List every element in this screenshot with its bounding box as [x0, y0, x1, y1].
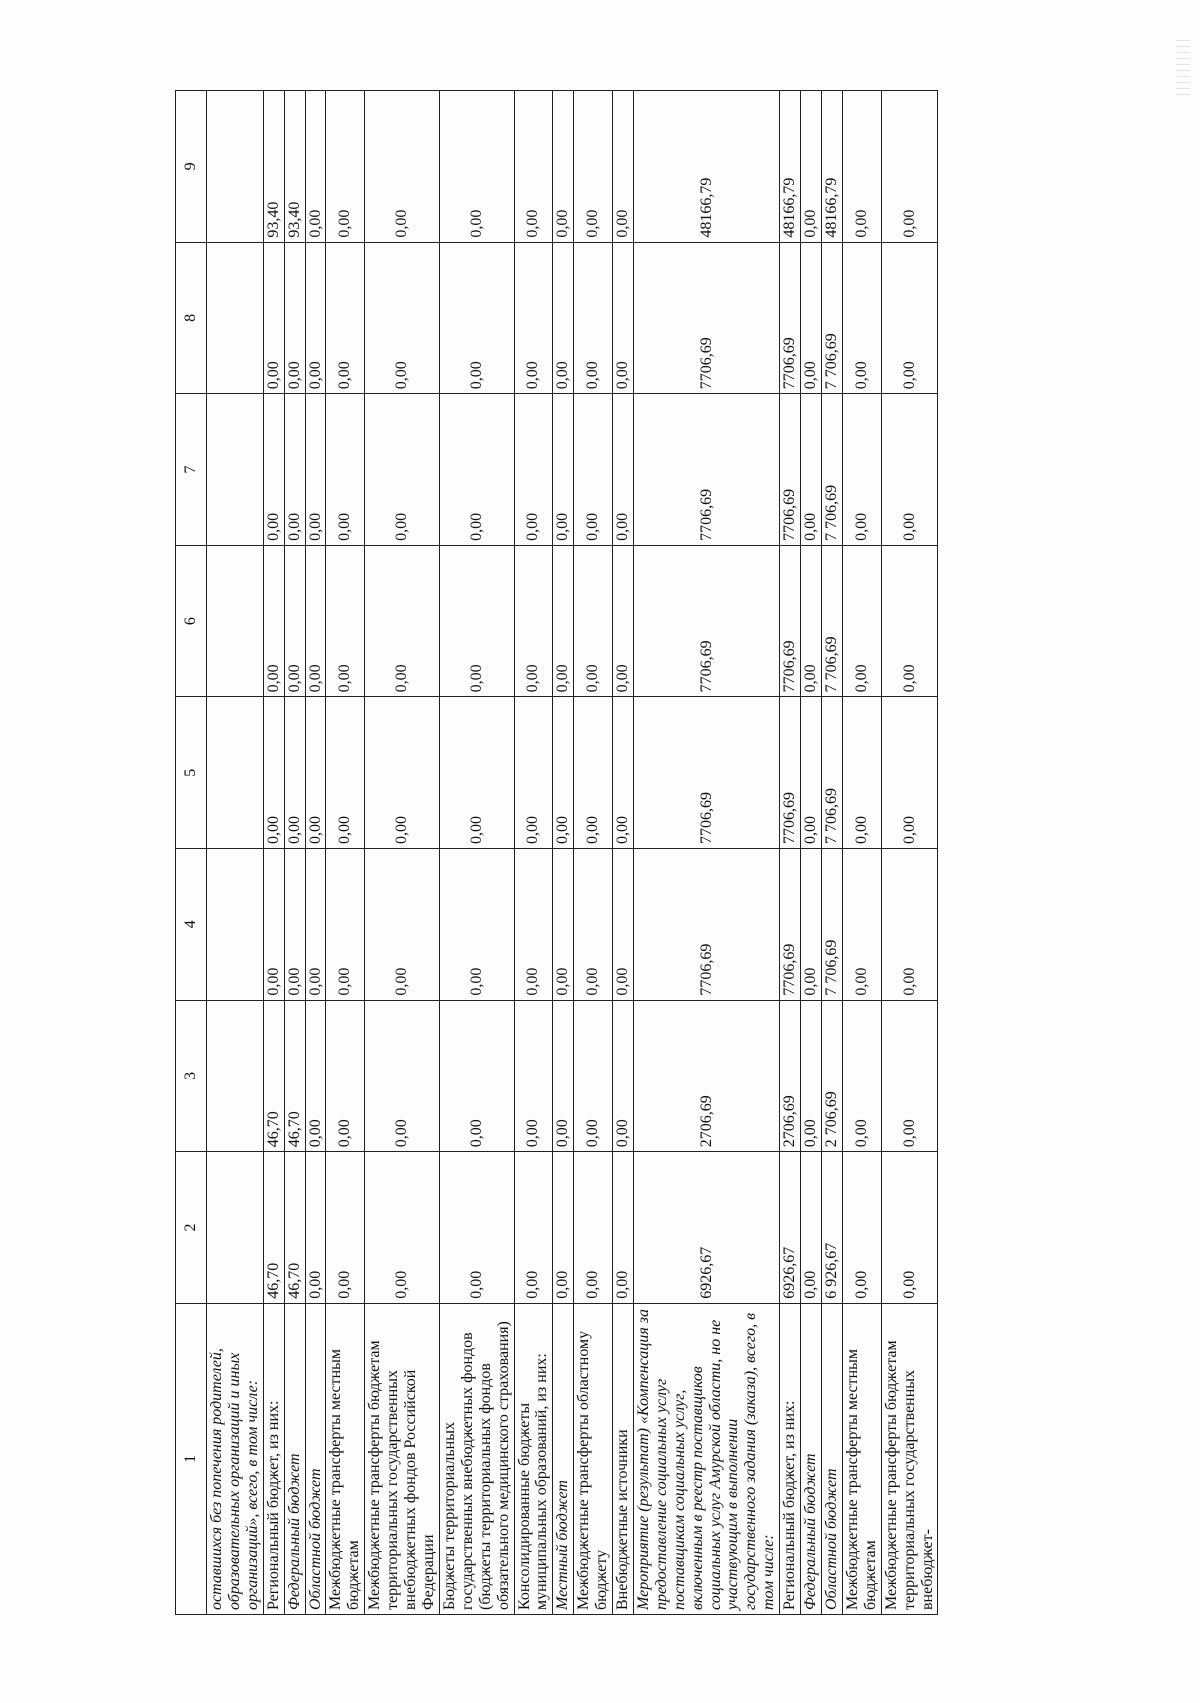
value-cell: 0,00 — [514, 697, 553, 849]
value-cell: 0,00 — [263, 394, 284, 546]
value-cell: 0,00 — [514, 394, 553, 546]
value-cell: 0,00 — [613, 91, 634, 243]
value-cell: 0,00 — [305, 1152, 326, 1304]
value-cell: 0,00 — [574, 545, 613, 697]
header-row — [176, 91, 207, 1615]
value-cell: 0,00 — [613, 394, 634, 546]
scan-artifact — [1176, 40, 1190, 100]
value-cell: 6926,67 — [633, 1152, 779, 1304]
column-header: 3 — [176, 1000, 207, 1152]
table-row — [801, 91, 822, 1615]
value-cell: 7 706,69 — [822, 242, 843, 394]
value-cell: 0,00 — [365, 697, 440, 849]
row-label: Бюджеты территориальных государственных внебюджетных фондов (бюджеты территориальных фондов обязательного медицинского страхования) — [439, 1303, 514, 1614]
column-header: 1 — [176, 1303, 207, 1614]
value-cell: 7706,69 — [633, 394, 779, 546]
value-cell: 0,00 — [842, 91, 881, 243]
row-label: Внебюджетные источники — [613, 1303, 634, 1614]
value-cell: 0,00 — [263, 242, 284, 394]
value-cell: 0,00 — [284, 394, 305, 546]
value-cell — [207, 545, 264, 697]
value-cell — [207, 697, 264, 849]
value-cell: 0,00 — [881, 1000, 938, 1152]
value-cell: 0,00 — [365, 849, 440, 1001]
table-row — [365, 91, 440, 1615]
value-cell: 0,00 — [263, 849, 284, 1001]
rotated-table-container — [175, 90, 1085, 1615]
row-label: Федеральный бюджет — [801, 1303, 822, 1614]
value-cell: 0,00 — [514, 1000, 553, 1152]
table-row — [553, 91, 574, 1615]
budget-table — [175, 90, 938, 1615]
row-label: Межбюджетные трансферты бюджетам территориальных государственных внебюджет- — [881, 1303, 938, 1614]
value-cell: 7 706,69 — [822, 394, 843, 546]
row-label: Межбюджетные трансферты местным бюджетам — [326, 1303, 365, 1614]
value-cell: 0,00 — [365, 545, 440, 697]
row-label: Областной бюджет — [822, 1303, 843, 1614]
table-row — [305, 91, 326, 1615]
value-cell: 0,00 — [613, 1000, 634, 1152]
value-cell: 48166,79 — [780, 91, 801, 243]
value-cell: 0,00 — [881, 91, 938, 243]
value-cell: 0,00 — [801, 1152, 822, 1304]
column-header: 5 — [176, 697, 207, 849]
value-cell: 0,00 — [801, 697, 822, 849]
value-cell: 0,00 — [284, 697, 305, 849]
value-cell — [207, 849, 264, 1001]
value-cell: 0,00 — [574, 91, 613, 243]
value-cell: 0,00 — [439, 242, 514, 394]
value-cell: 0,00 — [514, 91, 553, 243]
table-body — [207, 91, 938, 1615]
table-row — [326, 91, 365, 1615]
row-label: Региональный бюджет, из них: — [263, 1303, 284, 1614]
row-label: Областной бюджет — [305, 1303, 326, 1614]
column-header: 4 — [176, 849, 207, 1001]
value-cell: 0,00 — [365, 1152, 440, 1304]
row-label: Межбюджетные трансферты областному бюджету — [574, 1303, 613, 1614]
value-cell: 7 706,69 — [822, 545, 843, 697]
value-cell: 46,70 — [284, 1152, 305, 1304]
value-cell: 0,00 — [514, 1152, 553, 1304]
value-cell: 0,00 — [305, 394, 326, 546]
value-cell — [207, 242, 264, 394]
value-cell: 0,00 — [574, 697, 613, 849]
value-cell: 0,00 — [284, 242, 305, 394]
value-cell: 0,00 — [326, 545, 365, 697]
column-header: 6 — [176, 545, 207, 697]
value-cell: 0,00 — [263, 545, 284, 697]
value-cell: 0,00 — [326, 242, 365, 394]
table-row — [822, 91, 843, 1615]
value-cell: 0,00 — [514, 242, 553, 394]
value-cell: 0,00 — [881, 242, 938, 394]
value-cell — [207, 1000, 264, 1152]
row-label: Консолидированные бюджеты муниципальных образований, из них: — [514, 1303, 553, 1614]
value-cell: 0,00 — [842, 1000, 881, 1152]
row-label: Федеральный бюджет — [284, 1303, 305, 1614]
value-cell — [207, 394, 264, 546]
value-cell: 0,00 — [439, 697, 514, 849]
value-cell: 0,00 — [553, 242, 574, 394]
value-cell: 0,00 — [801, 91, 822, 243]
value-cell: 7706,69 — [780, 697, 801, 849]
value-cell: 0,00 — [574, 242, 613, 394]
value-cell: 7706,69 — [780, 545, 801, 697]
row-label: Региональный бюджет, из них: — [780, 1303, 801, 1614]
value-cell: 0,00 — [574, 1152, 613, 1304]
value-cell: 2706,69 — [633, 1000, 779, 1152]
column-header: 9 — [176, 91, 207, 243]
value-cell: 0,00 — [842, 394, 881, 546]
value-cell: 7706,69 — [633, 242, 779, 394]
value-cell: 0,00 — [439, 91, 514, 243]
value-cell: 0,00 — [881, 849, 938, 1001]
value-cell: 48166,79 — [822, 91, 843, 243]
value-cell: 7706,69 — [780, 849, 801, 1001]
value-cell: 0,00 — [439, 545, 514, 697]
table-row — [263, 91, 284, 1615]
column-header: 2 — [176, 1152, 207, 1304]
value-cell: 0,00 — [553, 545, 574, 697]
value-cell: 0,00 — [842, 242, 881, 394]
value-cell: 7 706,69 — [822, 849, 843, 1001]
value-cell: 0,00 — [284, 545, 305, 697]
value-cell: 0,00 — [514, 849, 553, 1001]
value-cell: 0,00 — [881, 394, 938, 546]
value-cell: 0,00 — [613, 1152, 634, 1304]
row-label: оставшихся без попечения родителей, образовательных организаций и иных организаций», всего, в том числе: — [207, 1303, 264, 1614]
table-row — [780, 91, 801, 1615]
value-cell: 0,00 — [842, 1152, 881, 1304]
value-cell: 48166,79 — [633, 91, 779, 243]
value-cell: 0,00 — [326, 1000, 365, 1152]
column-header: 8 — [176, 242, 207, 394]
value-cell: 0,00 — [801, 1000, 822, 1152]
value-cell: 0,00 — [553, 697, 574, 849]
value-cell: 0,00 — [326, 1152, 365, 1304]
value-cell: 0,00 — [553, 1152, 574, 1304]
value-cell: 0,00 — [305, 1000, 326, 1152]
value-cell: 0,00 — [801, 545, 822, 697]
value-cell: 0,00 — [553, 91, 574, 243]
value-cell: 7706,69 — [633, 849, 779, 1001]
value-cell: 93,40 — [284, 91, 305, 243]
value-cell: 7706,69 — [780, 242, 801, 394]
value-cell: 2706,69 — [780, 1000, 801, 1152]
value-cell: 0,00 — [305, 91, 326, 243]
table-row — [284, 91, 305, 1615]
value-cell: 0,00 — [284, 849, 305, 1001]
table-row — [633, 91, 779, 1615]
value-cell: 0,00 — [553, 394, 574, 546]
table-row — [881, 91, 938, 1615]
table-row — [842, 91, 881, 1615]
value-cell: 0,00 — [439, 1152, 514, 1304]
value-cell: 93,40 — [263, 91, 284, 243]
value-cell: 0,00 — [365, 242, 440, 394]
table-row — [514, 91, 553, 1615]
value-cell: 0,00 — [305, 697, 326, 849]
value-cell: 0,00 — [842, 849, 881, 1001]
table-row — [439, 91, 514, 1615]
value-cell: 0,00 — [881, 1152, 938, 1304]
value-cell: 0,00 — [365, 394, 440, 546]
value-cell: 46,70 — [263, 1000, 284, 1152]
value-cell: 7 706,69 — [822, 697, 843, 849]
row-label: Местный бюджет — [553, 1303, 574, 1614]
value-cell: 7706,69 — [633, 697, 779, 849]
table-row — [613, 91, 634, 1615]
value-cell: 6926,67 — [780, 1152, 801, 1304]
value-cell: 0,00 — [553, 1000, 574, 1152]
value-cell: 0,00 — [326, 697, 365, 849]
value-cell: 0,00 — [326, 91, 365, 243]
value-cell: 0,00 — [365, 1000, 440, 1152]
value-cell: 0,00 — [326, 394, 365, 546]
value-cell: 7706,69 — [780, 394, 801, 546]
column-header: 7 — [176, 394, 207, 546]
table-row — [207, 91, 264, 1615]
value-cell: 0,00 — [514, 545, 553, 697]
value-cell: 0,00 — [439, 849, 514, 1001]
value-cell: 0,00 — [574, 394, 613, 546]
value-cell — [207, 91, 264, 243]
value-cell: 0,00 — [801, 242, 822, 394]
value-cell: 0,00 — [305, 849, 326, 1001]
value-cell: 0,00 — [801, 394, 822, 546]
value-cell: 0,00 — [574, 849, 613, 1001]
value-cell: 7706,69 — [633, 545, 779, 697]
value-cell: 0,00 — [881, 697, 938, 849]
value-cell: 0,00 — [305, 242, 326, 394]
value-cell: 0,00 — [881, 545, 938, 697]
row-label: Межбюджетные трансферты бюджетам территориальных государственных внебюджетных фондов Российской Федерации — [365, 1303, 440, 1614]
value-cell: 0,00 — [842, 545, 881, 697]
value-cell — [207, 1152, 264, 1304]
table-row — [574, 91, 613, 1615]
row-label: Мероприятие (результат) «Компенсация за предоставление социальных услуг поставщикам социальных услуг, включенным в реестр поставщиков социальных услуг Амурской области, но не участвующим в выполнении государственного задания (заказа), всего, в том числе: — [633, 1303, 779, 1614]
value-cell: 0,00 — [326, 849, 365, 1001]
value-cell: 0,00 — [305, 545, 326, 697]
value-cell: 2 706,69 — [822, 1000, 843, 1152]
value-cell: 0,00 — [613, 849, 634, 1001]
value-cell: 0,00 — [365, 91, 440, 243]
value-cell: 0,00 — [439, 1000, 514, 1152]
value-cell: 46,70 — [284, 1000, 305, 1152]
value-cell: 46,70 — [263, 1152, 284, 1304]
value-cell: 0,00 — [553, 849, 574, 1001]
value-cell: 0,00 — [801, 849, 822, 1001]
value-cell: 0,00 — [842, 697, 881, 849]
value-cell: 0,00 — [613, 697, 634, 849]
value-cell: 0,00 — [263, 697, 284, 849]
value-cell: 0,00 — [439, 394, 514, 546]
value-cell: 0,00 — [574, 1000, 613, 1152]
row-label: Межбюджетные трансферты местным бюджетам — [842, 1303, 881, 1614]
value-cell: 0,00 — [613, 545, 634, 697]
value-cell: 6 926,67 — [822, 1152, 843, 1304]
value-cell: 0,00 — [613, 242, 634, 394]
